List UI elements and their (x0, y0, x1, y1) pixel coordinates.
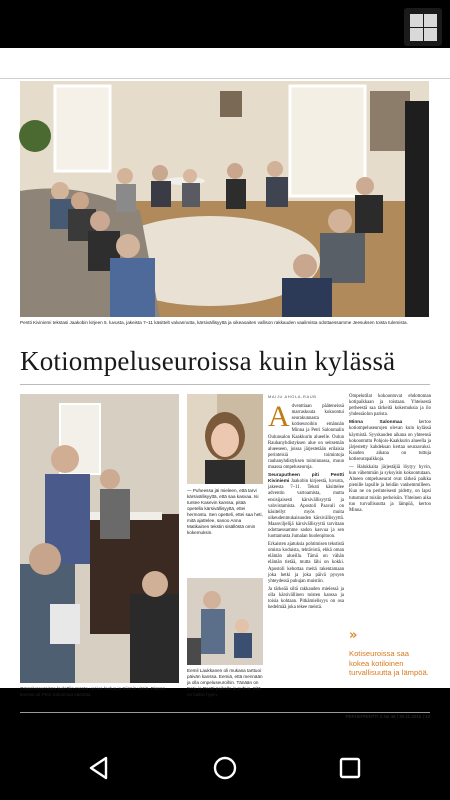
column-1-paragraph-1: dventtiaan pääteneissä marraskuuta kokoontui seurakunnasta kotiseuroihin emännän Minna ja Petri Salonmalin Oulunsalon Kaakkurin alueelle. Oulun Rauhanyhdistyksen alue on seitsemän alueeseen, joissa järjestetään erilaisia perinteisiä toimintoja rauhanyhdistyksen toiminnassa, muun muassa ompeluseuroja. (268, 404, 344, 471)
column-2-subhead: Minna Salonmaa (349, 420, 403, 426)
girl-photo-image (187, 394, 263, 484)
home-button[interactable] (211, 754, 239, 782)
piano-photo-caption: Ompeluseuroissa laulettiin monta uusiua laulua ja Siionin virsiä. Pianon kanssa oli Petri Salonmaa säestää. (20, 686, 166, 697)
grid-menu-button[interactable] (404, 8, 442, 46)
grid-menu-icon (410, 14, 423, 27)
newspaper-page[interactable] (0, 48, 450, 719)
recents-button[interactable] (336, 754, 364, 782)
article-column-2 (349, 394, 431, 622)
home-icon (211, 754, 239, 782)
column-2-paragraph-2: kertoo kotiompeluseurojen olevan kuin kylässä käymistä. Syyskauden aikana on yhteensä kokoontuttu Pohjois-Kaakkurin alueella ja järjestetty kahdeksan kertaa seuraavaksi. Kauden aikana on tuttuja kotiseurapaikkoja. (349, 420, 431, 462)
piano-photo (20, 394, 179, 683)
column-1-paragraph-2: Jaakobin kirjeestä, luvusta, jakeesta 7–11. Teksti käsittelee adventin vartoamista, mutta ensisijaisesti kärsivällisyyttä ja vahvistamista. Apostoli Paavali on käsitellyt myös muita oikeudenmukaisuuden kärsivällisyyttä. Maanviljelijä kärsivällisyyttä tarvitaan odottaessamme sadon kasvua ja sen luottamusta Jumalan huolenpitoon. (268, 479, 345, 540)
page-top-rule (0, 78, 450, 79)
elder-photo-caption: Eemil Laukkanen oli mukana tarttuoi päivän kanssa. Eemiä, että mennään ja olla ompeluseuroihin. Tänään on Eetu-ja Pentti paikalla ja puhua. Sitä on kaikki hyvin. (187, 668, 263, 697)
quote-chevron-icon: » (349, 628, 358, 643)
back-icon (85, 754, 113, 782)
girl-photo-caption: — Puheessa jäi mieleen, että tarvi kärsivällisyyttä, että saa kasvaa. Isi tuntee Kasevin kanssa, pitää opetella kärsivällisyyttä, ettei hermostu. Sen opetteli, ettei saa heti, mitä ajattelee, sanoo Anna Matikainen tekstin sisällöstä omin kokemuksin. (187, 488, 263, 535)
article-headline: Kotiompeluseuroissa kuin kylässä (20, 346, 396, 376)
footer-rule (20, 712, 430, 713)
top-photo-caption: Pentti Kiviniemi tekstasi Jaakobin kirjeen 5. luvusta, jakeista 7–11 käsittelt valvannutta, kärsivällisyyttä ja oikeaoaiten vallison rakkauden vaalimista odottaessamme Jeesuksen toista tulemista. (20, 320, 408, 325)
column-1-subhead: Seuraputheen piti Pentti Kiviniemi (268, 473, 344, 485)
pull-quote-text: Kotiseuroissa saa kokea kotiloinen turvallisuutta ja lämpöä. (349, 649, 429, 677)
byline: MAIJU AHOLA-RAUB (268, 394, 317, 399)
elder-photo-image (187, 578, 263, 665)
column-1-paragraph-4: Ja tärkeää siltä rakkauden mielessä ja olla kärsivällinen toisten kanssa ja toisia kohtaan. Pitkämielisyys on osa hedelmää joka tekee meistä. (268, 586, 344, 611)
recents-icon (336, 754, 364, 782)
girl-photo (187, 394, 263, 484)
pull-quote (349, 628, 431, 678)
column-2-paragraph-1: Ompelutilat kokoontuvat ehdottoman kotipaikkaan ja toistaan. Yhteisestä perheestä saa tärkeitä kokemuksia ja ilo yhdessäolon parista. (349, 394, 431, 418)
headline-rule (20, 384, 430, 385)
column-2-paragraph-3: — Halukkaita järjestäjiä löytyy hyvin, kun vähemmän ja syksyisin kokoontutaan. Alueen ompeluseurat ovat tärkeä paikka pienille lapsille ja heidän vanhemmilleen. Kun ne on perinteisesti pidetty, on lapsi tutustunut toisiin perheisiin. Yhteinen aika tuo turvallisuutta ja lämpöä, kertoo Minna. (349, 465, 431, 513)
drop-cap: A (268, 400, 290, 434)
group-photo-image (20, 81, 429, 317)
page-footer: PERHEPRINTTI 3 No 48 | 30.11.2016 | 13 (345, 714, 430, 719)
piano-photo-image (20, 394, 179, 683)
back-button[interactable] (85, 754, 113, 782)
article-column-1 (268, 394, 344, 709)
top-bar (0, 0, 450, 48)
elder-photo (187, 578, 263, 665)
column-1-paragraph-3: Erkaisten ajatuksia pohtimisen tekstistä omista koduista, tehtävistä, ehkä oman elämän alueilla. Tämä on vähän elämän tietää, mutta lähi on kokki. Apostoli kehottaa meitä rakentamaan joka hetki ja joka päivä pysyen yhteydessä puhujan muistiin. (268, 542, 344, 584)
group-photo (20, 81, 429, 317)
android-nav-bar (0, 736, 450, 800)
